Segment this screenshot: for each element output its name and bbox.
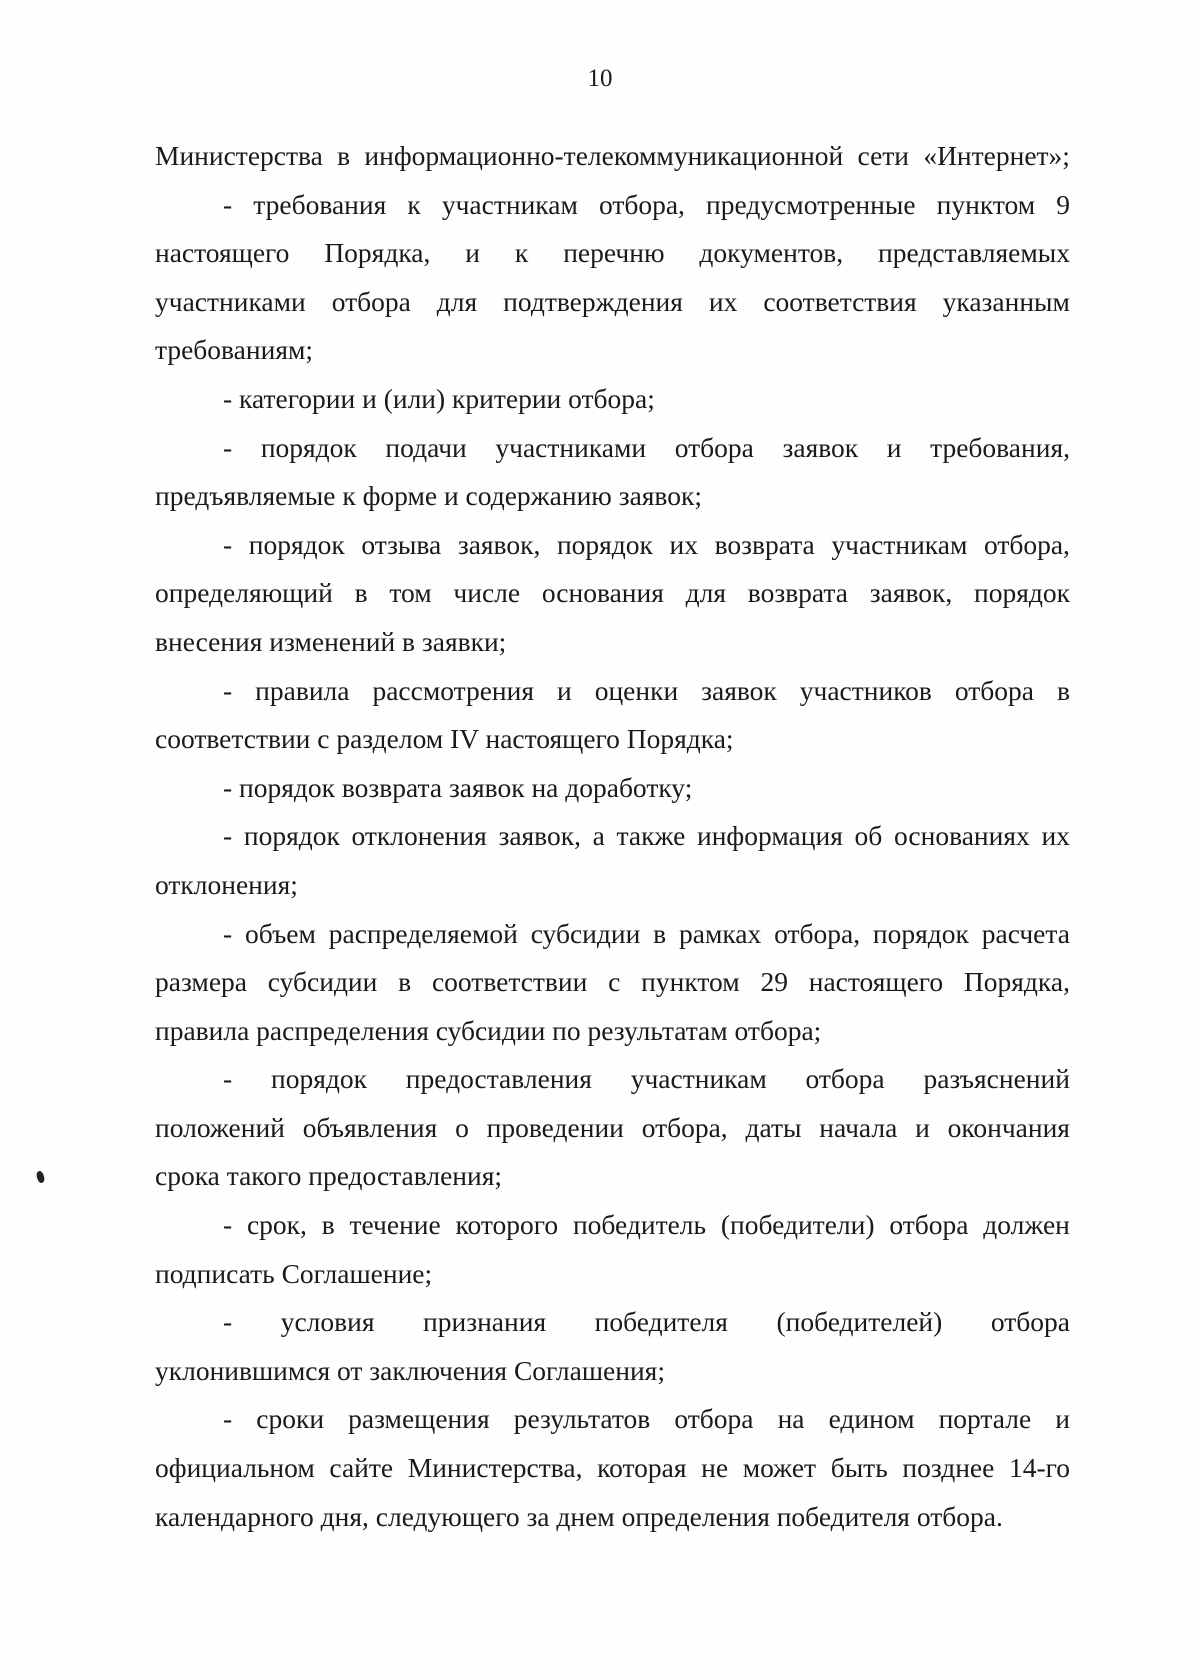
text-line: [155, 910, 1070, 959]
word: требования,: [930, 431, 1070, 463]
body-text: [155, 132, 1070, 1541]
word: -: [223, 1306, 233, 1338]
word: даты: [745, 1111, 802, 1143]
word: том: [389, 577, 432, 609]
word: рассмотрения: [372, 674, 535, 706]
text-line: [155, 181, 1070, 230]
word: подачи: [385, 431, 467, 463]
text-line: срока такого предоставления;: [155, 1160, 502, 1192]
word: предоставления: [405, 1063, 592, 1095]
text-line: [155, 1201, 1070, 1250]
word: порядок: [556, 528, 653, 560]
word: основания: [541, 577, 664, 609]
word: не: [701, 1452, 729, 1484]
word: субсидии: [267, 966, 378, 998]
word: сети: [857, 140, 910, 171]
word: оценки: [594, 674, 679, 706]
word: размещения: [348, 1403, 490, 1435]
text-line: - порядок возврата заявок на доработку;: [223, 771, 693, 803]
word: порядок: [243, 820, 340, 852]
text-line: [155, 1298, 1070, 1347]
word: -: [223, 431, 233, 463]
word: порядок: [974, 577, 1070, 609]
word: -: [223, 1209, 233, 1241]
word: отбора,: [598, 188, 685, 220]
text-line: соответствии с разделом IV настоящего Порядка;: [155, 723, 734, 755]
word: отбора: [674, 1403, 754, 1435]
word: порядок: [872, 917, 969, 949]
word: победителя: [594, 1306, 728, 1338]
word: в: [1057, 674, 1070, 706]
word: участниками: [155, 285, 306, 317]
word: должен: [983, 1209, 1070, 1241]
word: участников: [799, 674, 932, 706]
word: окончания: [947, 1111, 1070, 1143]
text-line: календарного дня, следующего за днем определения победителя отбора.: [155, 1500, 1003, 1532]
word: проведении: [486, 1111, 624, 1143]
word: отбора: [954, 674, 1035, 706]
text-line: [155, 1444, 1070, 1493]
word: в: [354, 577, 368, 609]
word: участникам: [831, 528, 968, 560]
word: возврата: [747, 577, 848, 609]
word: с: [608, 966, 621, 998]
word: участникам: [441, 188, 578, 220]
word: заявок,: [869, 577, 953, 609]
word: представляемых: [878, 237, 1070, 269]
word: признания: [423, 1306, 547, 1338]
word: в: [321, 1209, 335, 1241]
text-line: [155, 424, 1070, 473]
word: -: [223, 674, 233, 706]
word: их: [669, 528, 698, 560]
text-line: [155, 278, 1070, 327]
word: пунктом: [641, 966, 740, 998]
word: порядок: [260, 431, 357, 463]
word: отбора: [331, 285, 411, 317]
word: 9: [1056, 188, 1070, 220]
word: Министерства,: [407, 1452, 583, 1484]
text-line: [155, 1055, 1070, 1104]
word: и: [465, 237, 480, 269]
word: отбора: [889, 1209, 969, 1241]
word: также: [616, 820, 686, 852]
word: их: [1041, 820, 1070, 852]
word: условия: [280, 1306, 375, 1338]
word: к: [407, 188, 421, 220]
word: участникам: [630, 1063, 767, 1095]
word: Министерства: [155, 140, 323, 171]
word: а: [592, 820, 605, 852]
scan-artifact-mark: [35, 1170, 46, 1184]
text-line: [155, 667, 1070, 716]
page-number: 10: [587, 65, 613, 92]
word: отклонения: [351, 820, 487, 852]
word: начала: [819, 1111, 898, 1143]
text-line: уклонившимся от заключения Соглашения;: [155, 1354, 665, 1386]
word: определяющий: [155, 577, 333, 609]
word: -: [223, 188, 233, 220]
word: Порядка,: [963, 966, 1070, 998]
word: заявок: [782, 431, 859, 463]
word: заявок,: [498, 820, 581, 852]
word: быть: [830, 1452, 888, 1484]
word: в: [398, 966, 412, 998]
text-line: - категории и (или) критерии отбора;: [223, 382, 655, 414]
word: отбора,: [641, 1111, 728, 1143]
word: правила: [255, 674, 350, 706]
word: отбора: [674, 431, 754, 463]
word: информационно-телекоммуникационной: [364, 140, 844, 171]
word: распределяемой: [328, 917, 518, 949]
word: заявок,: [457, 528, 541, 560]
word: сроки: [256, 1403, 325, 1435]
text-line: предъявляемые к форме и содержанию заявок;: [155, 480, 702, 512]
word: результатов: [513, 1403, 651, 1435]
text-line: [155, 1104, 1070, 1153]
word: -: [223, 820, 233, 852]
word: -: [223, 917, 233, 949]
word: разъяснений: [923, 1063, 1070, 1095]
word: о: [455, 1111, 469, 1143]
word: расчета: [981, 917, 1070, 949]
text-line: [155, 521, 1070, 570]
word: размера: [155, 966, 247, 998]
word: (победителей): [776, 1306, 943, 1338]
word: об: [854, 820, 883, 852]
word: Порядка,: [324, 237, 431, 269]
word: сайте: [329, 1452, 394, 1484]
word: рамках: [678, 917, 762, 949]
word: официальном: [155, 1452, 315, 1484]
word: и: [557, 674, 572, 706]
text-line: [155, 1395, 1070, 1444]
word: заявок: [701, 674, 777, 706]
word: и: [915, 1111, 930, 1143]
word: предусмотренные: [706, 188, 916, 220]
word: к: [514, 237, 529, 269]
word: которая: [597, 1452, 687, 1484]
word: положений: [155, 1111, 285, 1143]
word: «Интернет»;: [923, 140, 1070, 171]
text-line: [155, 812, 1070, 861]
word: едином: [828, 1403, 915, 1435]
word: победитель: [572, 1209, 707, 1241]
word: отзыва: [361, 528, 442, 560]
word: порядок: [270, 1063, 367, 1095]
word: требования: [253, 188, 387, 220]
word: -: [223, 528, 233, 560]
word: -: [223, 1063, 233, 1095]
word: на: [777, 1403, 805, 1435]
word: портале: [938, 1403, 1032, 1435]
text-line: [155, 132, 1070, 181]
word: объем: [245, 917, 316, 949]
word: перечню: [563, 237, 665, 269]
word: соответствия: [763, 285, 917, 317]
word: и: [1055, 1403, 1070, 1435]
word: участниками: [495, 431, 647, 463]
word: (победители): [720, 1209, 875, 1241]
word: субсидии: [530, 917, 641, 949]
word: течение: [349, 1209, 441, 1241]
word: документов,: [699, 237, 844, 269]
word: отбора,: [983, 528, 1070, 560]
word: -: [223, 1403, 233, 1435]
word: срок,: [246, 1209, 307, 1241]
text-line: подписать Соглашение;: [155, 1257, 433, 1289]
word: отбора,: [774, 917, 861, 949]
word: их: [708, 285, 738, 317]
word: пунктом: [936, 188, 1036, 220]
text-line: отклонения;: [155, 868, 298, 900]
word: настоящего: [155, 237, 290, 269]
word: отбора: [805, 1063, 885, 1095]
word: соответствии: [431, 966, 588, 998]
text-line: правила распределения субсидии по результатам отбора;: [155, 1014, 822, 1046]
text-line: [155, 569, 1070, 618]
word: подтверждения: [503, 285, 683, 317]
word: в: [653, 917, 667, 949]
word: порядок: [248, 528, 345, 560]
word: отбора: [990, 1306, 1070, 1338]
word: настоящего: [808, 966, 944, 998]
word: указанным: [942, 285, 1070, 317]
word: числе: [453, 577, 521, 609]
word: позднее: [902, 1452, 995, 1484]
word: информация: [697, 820, 843, 852]
text-line: [155, 229, 1070, 278]
word: 29: [760, 966, 788, 998]
word: возврата: [714, 528, 815, 560]
word: основаниях: [893, 820, 1030, 852]
word: для: [436, 285, 478, 317]
word: может: [742, 1452, 817, 1484]
text-line: [155, 958, 1070, 1007]
word: в: [337, 140, 351, 171]
word: объявления: [302, 1111, 438, 1143]
text-line: требованиям;: [155, 334, 314, 366]
word: 14-го: [1008, 1452, 1070, 1484]
text-line: внесения изменений в заявки;: [155, 625, 507, 657]
word: для: [685, 577, 727, 609]
word: которого: [455, 1209, 559, 1241]
word: и: [886, 431, 902, 463]
